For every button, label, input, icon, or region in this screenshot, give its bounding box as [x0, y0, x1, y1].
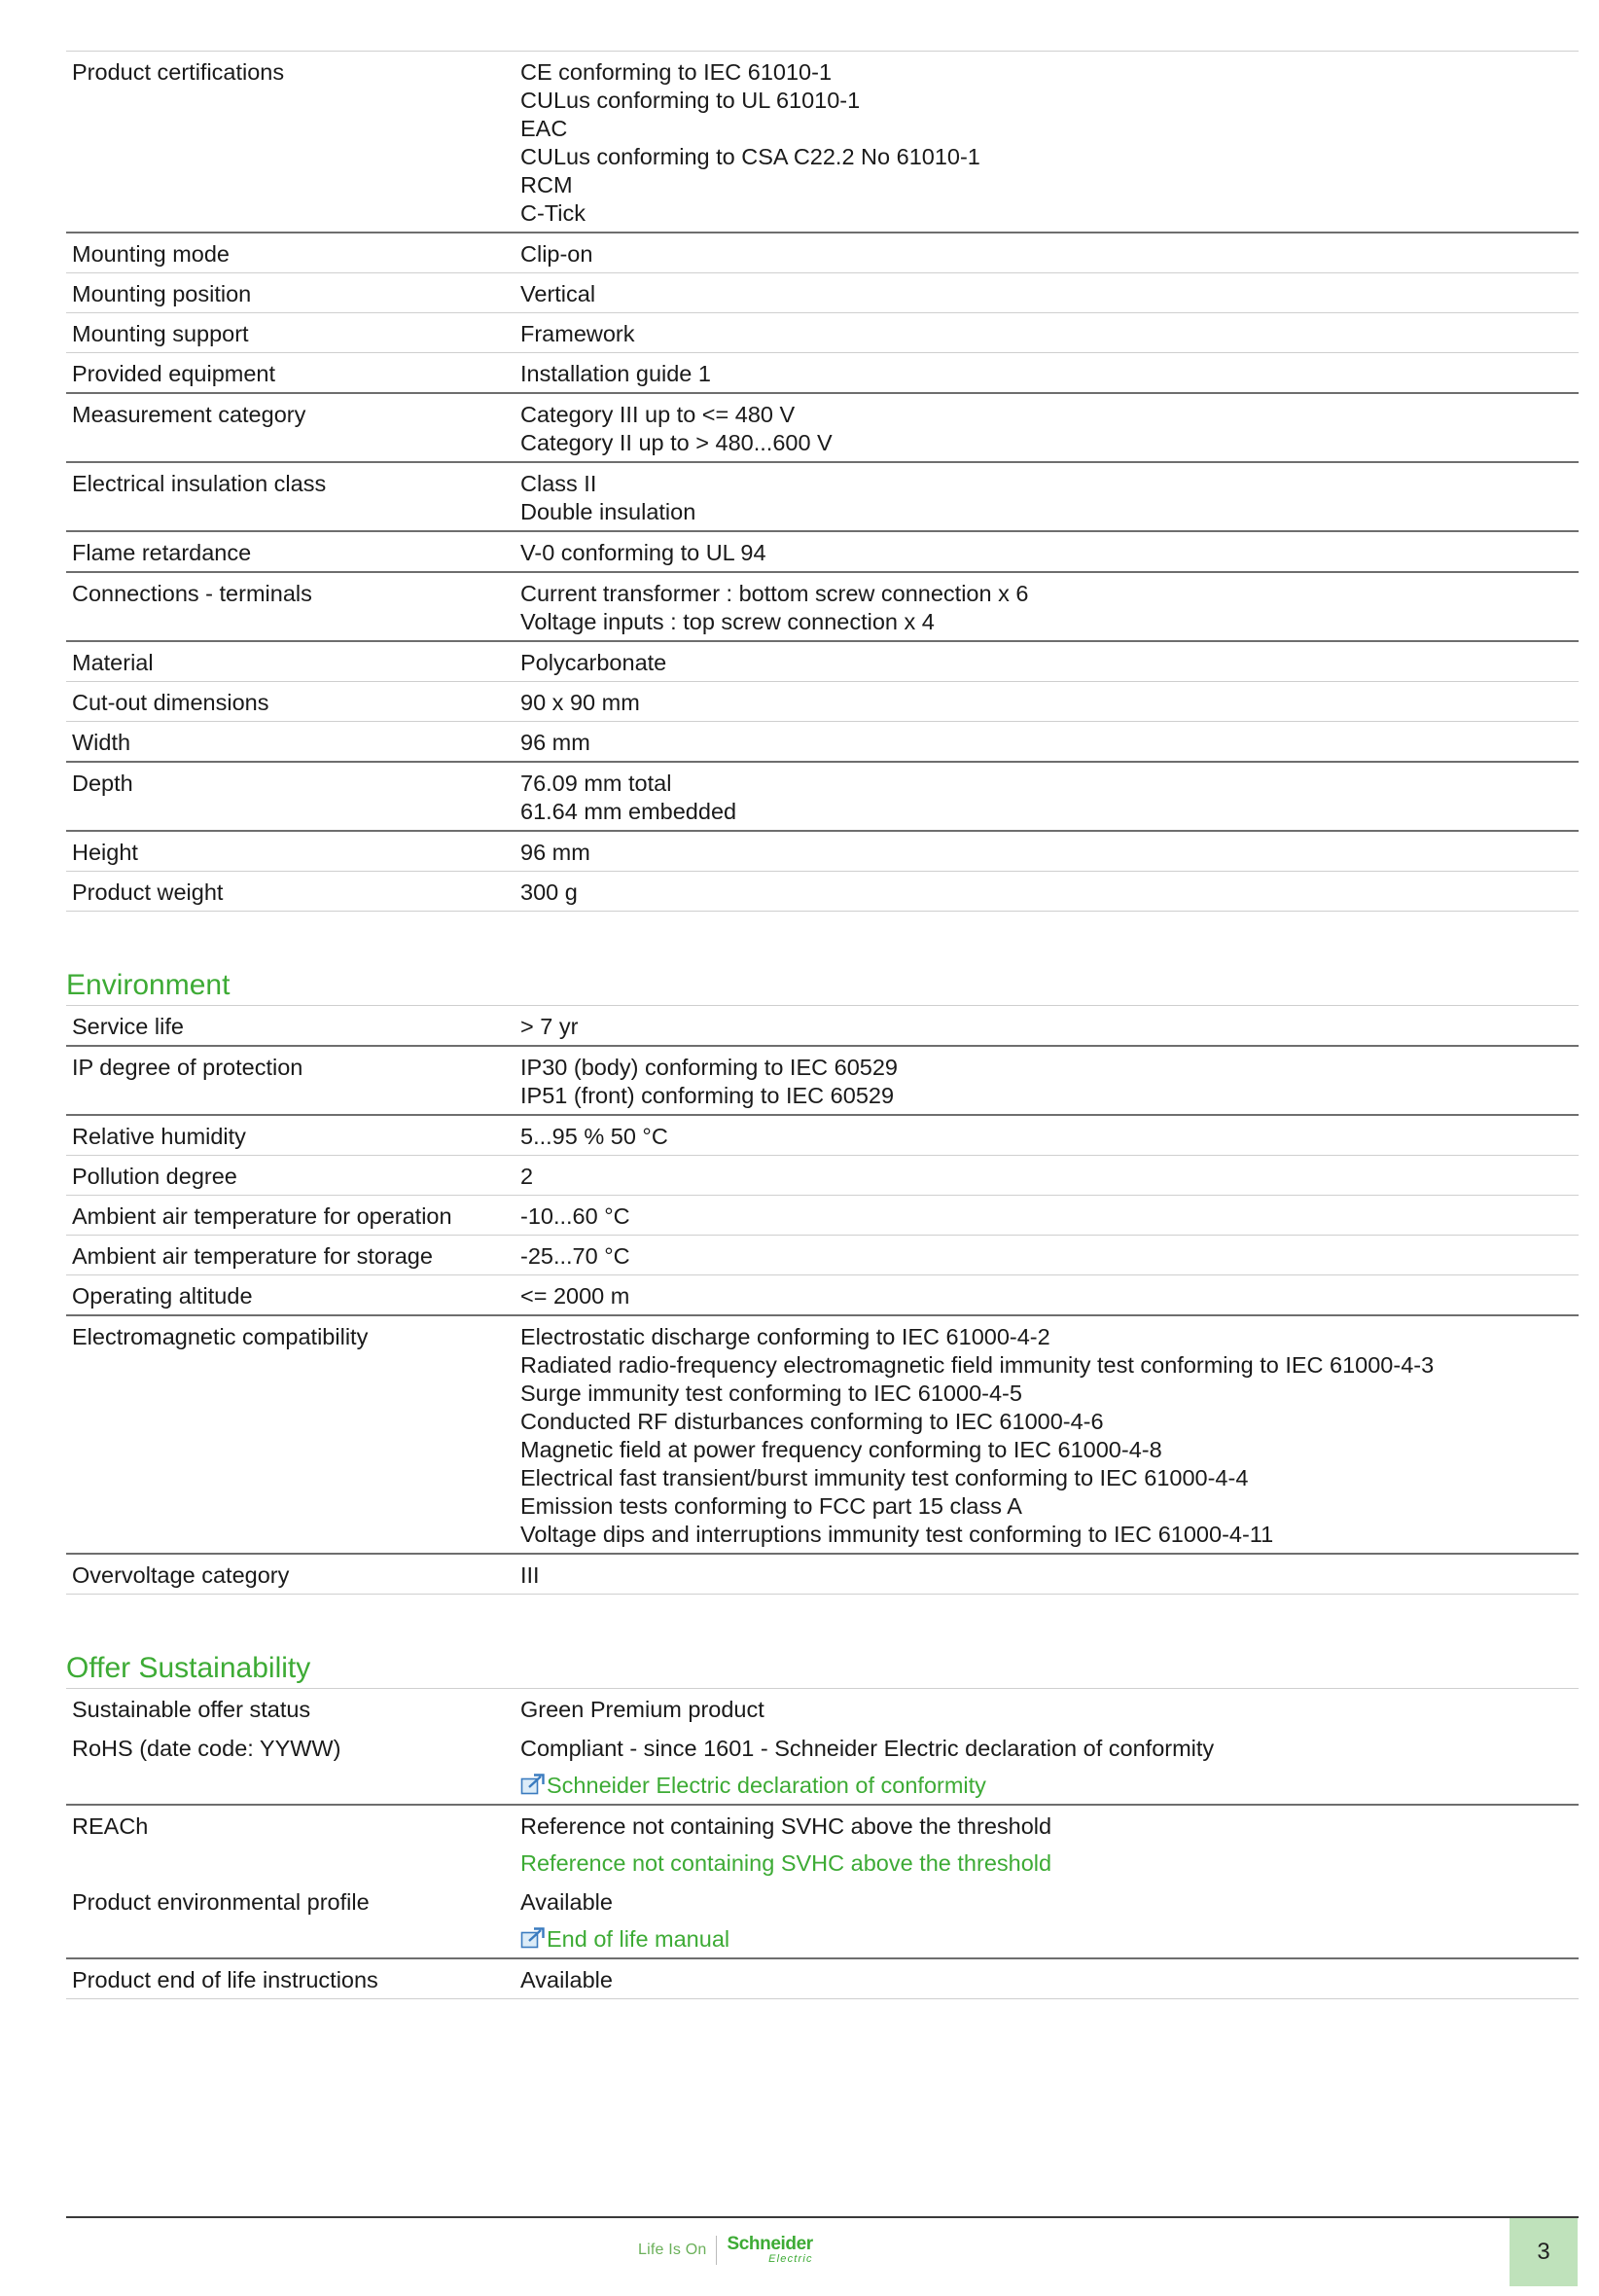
external-link-icon: [520, 1926, 546, 1950]
row-value: [515, 393, 1579, 462]
row-value: [515, 1275, 1579, 1316]
spec-row: [66, 531, 1579, 572]
spec-row: [66, 722, 1579, 763]
brand-subtitle: Electric: [768, 2253, 813, 2265]
sustainability-row-rohs: [66, 1728, 1579, 1805]
row-label: Operating altitude: [66, 1275, 515, 1316]
spec-row: [66, 1315, 1579, 1554]
row-value: [515, 52, 1579, 233]
row-value: [515, 1196, 1579, 1236]
spec-row: [66, 1115, 1579, 1156]
value-line: Electrical fast transient/burst immunity test conforming to IEC 61000-4-4: [520, 1465, 1249, 1490]
row-value: [515, 1882, 1579, 1958]
value-line: Polycarbonate: [520, 650, 667, 675]
value-line: Class II: [520, 471, 597, 496]
row-label: Electrical insulation class: [66, 462, 515, 531]
footer-rule: [66, 2216, 1579, 2218]
row-label: Sustainable offer status: [66, 1689, 515, 1729]
value-line: Surge immunity test conforming to IEC 61000-4-5: [520, 1381, 1022, 1406]
spec-row: [66, 872, 1579, 912]
end-of-life-manual-link-text: End of life manual: [547, 1926, 730, 1952]
spec-row: [66, 52, 1579, 233]
row-label: Measurement category: [66, 393, 515, 462]
value-line: 61.64 mm embedded: [520, 799, 737, 824]
row-label: Connections - terminals: [66, 572, 515, 641]
row-value: [515, 722, 1579, 763]
value-line: C-Tick: [520, 200, 586, 226]
spec-row: [66, 353, 1579, 394]
spec-row: [66, 1275, 1579, 1316]
environment-table-body: [66, 1006, 1579, 1595]
row-value: [515, 273, 1579, 313]
row-label: RoHS (date code: YYWW): [72, 1736, 341, 1761]
spec-row: [66, 1236, 1579, 1275]
value-line: RCM: [520, 172, 573, 197]
row-label: Overvoltage category: [66, 1554, 515, 1595]
rohs-status: Compliant - since 1601 - Schneider Electric declaration of conformity: [520, 1736, 1215, 1761]
value-line: Voltage dips and interruptions immunity test conforming to IEC 61000-4-11: [520, 1522, 1274, 1547]
life-is-on-tagline: Life Is On: [638, 2241, 707, 2258]
row-label: Mounting position: [66, 273, 515, 313]
row-value: [515, 1156, 1579, 1196]
value-line: CULus conforming to CSA C22.2 No 61010-1: [520, 144, 980, 169]
row-label: Relative humidity: [66, 1115, 515, 1156]
row-value: [515, 1805, 1579, 1882]
external-link-icon: [520, 1773, 546, 1796]
spec-row: [66, 682, 1579, 722]
env-profile-status: Available: [520, 1889, 613, 1915]
row-label: Product weight: [66, 872, 515, 912]
value-line: Voltage inputs : top screw connection x 4: [520, 609, 935, 634]
environment-section-title: Environment: [66, 969, 231, 1001]
row-label: Mounting mode: [66, 233, 515, 273]
row-value: [515, 572, 1579, 641]
row-value: [515, 762, 1579, 831]
value-line: Double insulation: [520, 499, 696, 524]
row-label: Ambient air temperature for storage: [66, 1236, 515, 1275]
value-line: Vertical: [520, 281, 596, 306]
sustainability-row-env-profile: [66, 1882, 1579, 1958]
value-line: EAC: [520, 116, 568, 141]
row-label: Height: [66, 831, 515, 872]
value-line: 90 x 90 mm: [520, 690, 640, 715]
page-number: 3: [1510, 2218, 1578, 2286]
characteristics-table: [66, 51, 1579, 912]
row-label: Product certifications: [66, 52, 515, 233]
row-label: REACh: [66, 1805, 515, 1882]
value-line: Magnetic field at power frequency conforming to IEC 61000-4-8: [520, 1437, 1162, 1462]
characteristics-table-body: [66, 52, 1579, 912]
value-line: 300 g: [520, 879, 578, 905]
reach-status: Reference not containing SVHC above the threshold: [520, 1813, 1052, 1839]
sustainability-row-reach: [66, 1805, 1579, 1882]
sustainability-section-title: Offer Sustainability: [66, 1652, 311, 1684]
reach-link[interactable]: Reference not containing SVHC above the threshold: [520, 1850, 1052, 1876]
value-line: CE conforming to IEC 61010-1: [520, 59, 833, 85]
spec-row: [66, 831, 1579, 872]
value-line: III: [520, 1562, 540, 1588]
row-label: Flame retardance: [66, 531, 515, 572]
sustainability-table: [66, 1688, 1579, 1999]
datasheet-page: [66, 51, 1579, 1999]
row-value: [515, 1046, 1579, 1115]
row-value: [515, 1554, 1579, 1595]
value-line: 96 mm: [520, 730, 590, 755]
row-label: Product end of life instructions: [66, 1958, 515, 1999]
spec-row: [66, 572, 1579, 641]
row-label: Ambient air temperature for operation: [66, 1196, 515, 1236]
spec-row: [66, 1006, 1579, 1047]
sustainability-row-end-of-life: [66, 1958, 1579, 1999]
row-label: Mounting support: [66, 313, 515, 353]
value-line: V-0 conforming to UL 94: [520, 540, 766, 565]
row-value: [515, 233, 1579, 273]
value-line: Framework: [520, 321, 635, 346]
row-label: Provided equipment: [66, 353, 515, 394]
value-line: Conducted RF disturbances conforming to IEC 61000-4-6: [520, 1409, 1104, 1434]
spec-row: [66, 1046, 1579, 1115]
schneider-electric-logo: [727, 2235, 812, 2265]
environment-table: [66, 1005, 1579, 1595]
value-line: Electrostatic discharge conforming to IEC 61000-4-2: [520, 1324, 1050, 1349]
row-value: Green Premium product: [515, 1689, 1579, 1729]
rohs-declaration-link[interactable]: [520, 1772, 1579, 1800]
row-value: [515, 682, 1579, 722]
value-line: Radiated radio-frequency electromagnetic field immunity test conforming to IEC 61000-4-3: [520, 1352, 1435, 1378]
sustainability-row-status: [66, 1689, 1579, 1729]
spec-row: [66, 762, 1579, 831]
rohs-declaration-link-text: Schneider Electric declaration of conformity: [547, 1773, 986, 1798]
value-line: <= 2000 m: [520, 1283, 630, 1309]
row-value: [515, 1236, 1579, 1275]
row-value: [515, 531, 1579, 572]
spec-row: [66, 233, 1579, 273]
value-line: Current transformer : bottom screw connection x 6: [520, 581, 1029, 606]
row-value: Available: [515, 1958, 1579, 1999]
row-label: Electromagnetic compatibility: [66, 1315, 515, 1554]
value-line: Emission tests conforming to FCC part 15 class A: [520, 1493, 1022, 1519]
spec-row: [66, 273, 1579, 313]
brand-name: Schneider: [727, 2234, 813, 2254]
value-line: 76.09 mm total: [520, 771, 672, 796]
row-value: [515, 1115, 1579, 1156]
row-label: Material: [66, 641, 515, 682]
value-line: 5...95 % 50 °C: [520, 1124, 668, 1149]
value-line: Installation guide 1: [520, 361, 711, 386]
row-value: [515, 1315, 1579, 1554]
row-value: [515, 872, 1579, 912]
row-value: [515, 313, 1579, 353]
spec-row: [66, 393, 1579, 462]
value-line: Category III up to <= 480 V: [520, 402, 796, 427]
spec-row: [66, 1156, 1579, 1196]
value-line: -10...60 °C: [520, 1203, 630, 1229]
row-value: [515, 353, 1579, 394]
row-label: Service life: [66, 1006, 515, 1047]
row-label: Width: [66, 722, 515, 763]
value-line: Category II up to > 480...600 V: [520, 430, 833, 455]
row-label: Depth: [66, 762, 515, 831]
value-line: IP51 (front) conforming to IEC 60529: [520, 1083, 895, 1108]
value-line: 2: [520, 1164, 534, 1189]
spec-row: [66, 313, 1579, 353]
row-label: Cut-out dimensions: [66, 682, 515, 722]
row-label: Pollution degree: [66, 1156, 515, 1196]
footer-logo: [638, 2235, 813, 2265]
row-value: [515, 831, 1579, 872]
spec-row: [66, 641, 1579, 682]
row-value: [515, 462, 1579, 531]
end-of-life-manual-link[interactable]: [520, 1925, 1579, 1954]
row-label: IP degree of protection: [66, 1046, 515, 1115]
row-value: [515, 641, 1579, 682]
value-line: -25...70 °C: [520, 1243, 630, 1269]
row-value: [515, 1728, 1579, 1805]
value-line: 96 mm: [520, 840, 590, 865]
spec-row: [66, 1196, 1579, 1236]
spec-row: [66, 462, 1579, 531]
value-line: > 7 yr: [520, 1014, 579, 1039]
row-label: Product environmental profile: [72, 1889, 370, 1915]
value-line: IP30 (body) conforming to IEC 60529: [520, 1055, 898, 1080]
value-line: Clip-on: [520, 241, 593, 267]
spec-row: [66, 1554, 1579, 1595]
logo-divider: [716, 2236, 717, 2265]
row-value: [515, 1006, 1579, 1047]
value-line: CULus conforming to UL 61010-1: [520, 88, 861, 113]
